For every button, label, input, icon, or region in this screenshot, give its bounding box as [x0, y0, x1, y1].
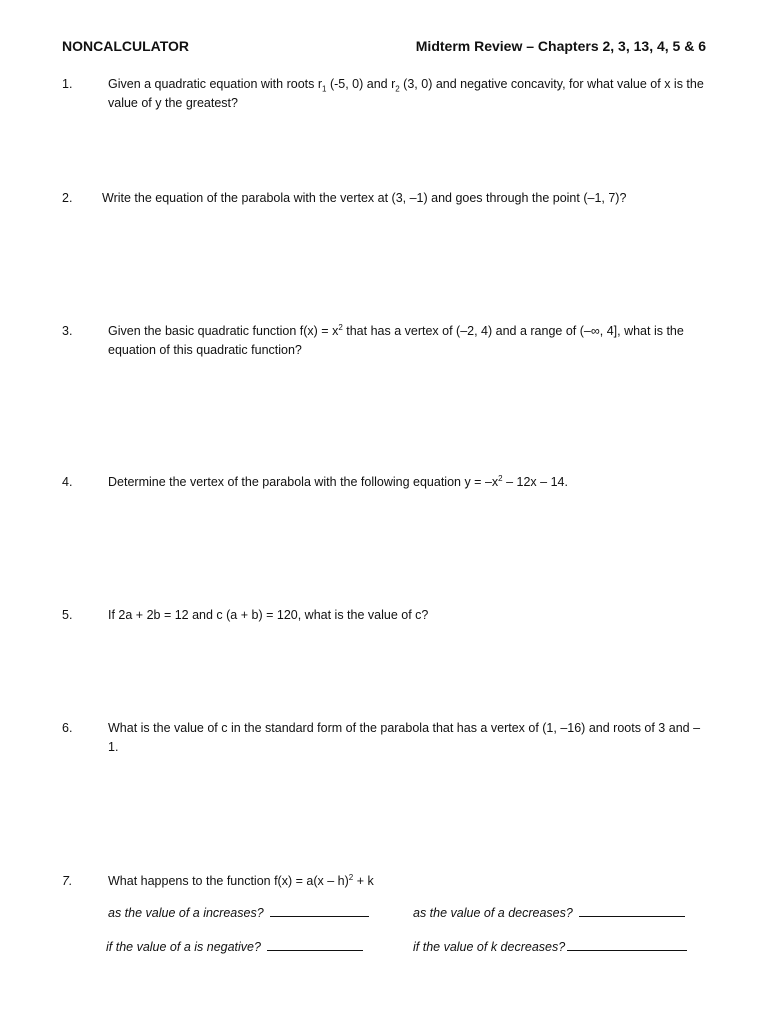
question-number: 5. [62, 608, 73, 622]
q7-part-label: as the value of a decreases? [413, 906, 573, 920]
question-number: 7. [62, 874, 73, 888]
question-number: 2. [62, 191, 73, 205]
q7-part-label: as the value of a increases? [108, 906, 264, 920]
q7-part-label: if the value of k decreases? [413, 940, 566, 954]
answer-blank[interactable] [270, 903, 369, 917]
question-text: Determine the vertex of the parabola with the following equation $y = -x^2 - 12x - 14$. [108, 473, 568, 489]
answer-blank[interactable] [267, 937, 363, 951]
header-noncalculator: NONCALCULATOR [62, 38, 190, 54]
header-title: Midterm Review – Chapters 2, 3, 13, 4, 5 & 6 [415, 38, 706, 54]
q7-part-a-increases [108, 903, 369, 923]
question-7 [62, 872, 706, 962]
question-text: Write the equation of the parabola with the vertex at (3, –1) and goes through the point (–1, 7)? [102, 191, 627, 205]
question-text: What is the value of c in the standard form of the parabola that has a vertex of (1, –16) and roots of 3 and –1. [108, 721, 701, 754]
q7-part-label: if the value of a is negative? [106, 940, 261, 954]
question-number: 1. [62, 77, 73, 91]
question-number: 3. [62, 324, 73, 338]
question-text: What happens to the function f(x) = a(x – h)$^2$ + k [108, 872, 374, 888]
q7-part-a-decreases [413, 903, 685, 923]
q7-part-k-decreases [413, 937, 687, 957]
answer-blank[interactable] [579, 903, 685, 917]
question-text: Given the basic quadratic function $f(x) = x^2$ that has a vertex of (–2, 4) and a range of (–∞, 4], what is the equation of this quadratic function? [108, 322, 684, 357]
answer-blank[interactable] [567, 937, 687, 951]
question-text: Given a quadratic equation with roots $r_1$ (-5, 0) and $r_2$ (3, 0) and negative concavity, for what value of x is the value of y the greatest? [108, 77, 704, 110]
question-number: 6. [62, 721, 73, 735]
page-header [62, 37, 706, 57]
question-text: If 2a + 2b = 12 and c (a + b) = 120, what is the value of c? [108, 608, 429, 622]
q7-part-a-negative [106, 937, 363, 957]
question-number: 4. [62, 475, 73, 489]
